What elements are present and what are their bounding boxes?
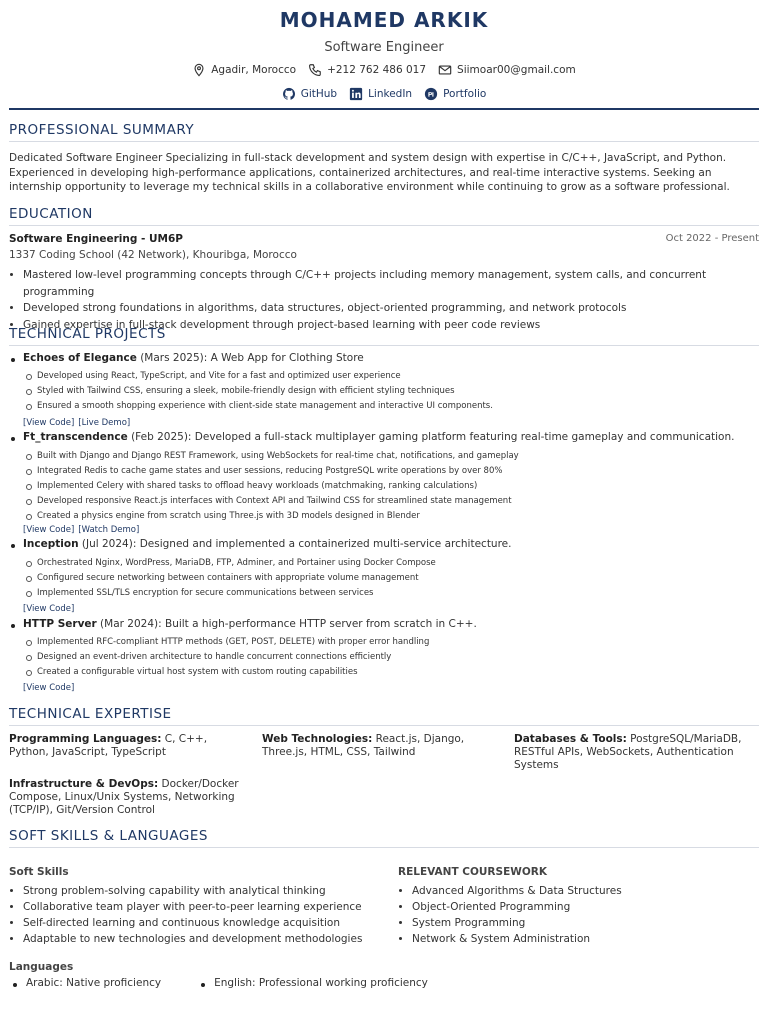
projects-divider bbox=[9, 345, 759, 346]
list-item: Built with Django and Django REST Framework, using WebSockets for real-time chat, notifications, and gameplay bbox=[37, 449, 757, 464]
links-row bbox=[9, 87, 759, 101]
phone-item[interactable] bbox=[308, 63, 426, 77]
summary-heading: PROFESSIONAL SUMMARY bbox=[9, 122, 195, 138]
expertise-value: PostgreSQL/MariaDB, RESTful APIs, WebSockets, Authentication Systems bbox=[514, 733, 742, 771]
project-name: Echoes of Elegance bbox=[23, 352, 137, 364]
expertise-web bbox=[262, 733, 502, 759]
expertise-label: Infrastructure & DevOps: bbox=[9, 778, 159, 790]
expertise-label: Programming Languages: bbox=[9, 733, 162, 745]
email-text: Siimoar00@gmail.com bbox=[457, 64, 576, 76]
project-meta: (Feb 2025): Developed a full-stack multiplayer gaming platform featuring real-time gameplay and communication. bbox=[127, 431, 735, 443]
education-divider bbox=[9, 225, 759, 226]
project-bullets bbox=[37, 635, 757, 680]
project-name: Ft_transcendence bbox=[23, 431, 128, 443]
list-item: Configured secure networking between containers with appropriate volume management bbox=[37, 571, 757, 586]
languages-list bbox=[9, 977, 428, 989]
project-header bbox=[23, 431, 734, 443]
list-item: Implemented RFC-compliant HTTP methods (GET, POST, DELETE) with proper error handling bbox=[37, 635, 757, 650]
portfolio-icon bbox=[424, 87, 438, 101]
list-item: Orchestrated Nginx, WordPress, MariaDB, FTP, Adminer, and Portainer using Docker Compose bbox=[37, 556, 757, 571]
project-header bbox=[23, 352, 364, 364]
project-name: HTTP Server bbox=[23, 618, 97, 630]
summary-text: Dedicated Software Engineer Specializing in full-stack development and system design with expertise in C/C++, JavaScript, and Python. Experienced in developing high-performance applications, containerized architectures, and real-time interactive systems. Seeking an internship opportunity to leverage my technical skills in a collaborative environment while continuing to grow as a software professional. bbox=[9, 152, 730, 193]
soft-skills-divider bbox=[9, 847, 759, 848]
project-header bbox=[23, 538, 511, 550]
location-text: Agadir, Morocco bbox=[211, 64, 297, 76]
education-date: Oct 2022 - Present bbox=[665, 233, 759, 244]
expertise-infrastructure bbox=[9, 778, 244, 817]
list-item: • Developed strong foundations in algorithms, data structures, object-oriented programming, and network protocols bbox=[23, 300, 759, 317]
list-item: • Adaptable to new technologies and development methodologies bbox=[23, 931, 393, 947]
view-code-link[interactable]: [View Code] bbox=[23, 604, 75, 614]
list-item: • System Programming bbox=[412, 915, 752, 931]
github-link[interactable] bbox=[282, 87, 337, 101]
email-item[interactable] bbox=[438, 63, 576, 77]
header-divider bbox=[9, 108, 759, 110]
list-item: English: Professional working proficiency bbox=[197, 977, 428, 989]
soft-skills-list bbox=[23, 883, 393, 947]
list-item: Created a configurable virtual host system with custom routing capabilities bbox=[37, 665, 757, 680]
watch-demo-link[interactable]: [Watch Demo] bbox=[78, 525, 140, 535]
candidate-role: Software Engineer bbox=[324, 40, 444, 55]
contact-row bbox=[9, 63, 759, 77]
expertise-value: C, C++, Python, JavaScript, TypeScript bbox=[9, 733, 208, 758]
education-heading: EDUCATION bbox=[9, 206, 93, 222]
project-meta: (Mar 2024): Built a high-performance HTTP server from scratch in C++. bbox=[96, 618, 477, 630]
list-item: • Self-directed learning and continuous knowledge acquisition bbox=[23, 915, 393, 931]
location-pin-icon bbox=[192, 63, 206, 77]
education-degree: Software Engineering - UM6P bbox=[9, 233, 183, 245]
project-links bbox=[23, 525, 139, 535]
education-list bbox=[23, 267, 759, 333]
github-text: GitHub bbox=[300, 88, 338, 100]
project-bullets bbox=[37, 369, 757, 414]
linkedin-link[interactable] bbox=[349, 87, 412, 101]
list-item: Arabic: Native proficiency bbox=[9, 977, 161, 989]
github-icon bbox=[282, 87, 296, 101]
view-code-link[interactable]: [View Code] bbox=[23, 418, 75, 428]
list-item: Integrated Redis to cache game states and user sessions, reducing PostgreSQL write operations by over 80% bbox=[37, 464, 757, 479]
project-links bbox=[23, 683, 74, 693]
project-meta: (Jul 2024): Designed and implemented a containerized multi-service architecture. bbox=[78, 538, 512, 550]
location-item bbox=[192, 63, 296, 77]
view-code-link[interactable]: [View Code] bbox=[23, 525, 75, 535]
list-item: Created a physics engine from scratch using Three.js with 3D models designed in Blender bbox=[37, 509, 757, 524]
expertise-programming bbox=[9, 733, 244, 759]
coursework-list bbox=[412, 883, 752, 947]
expertise-label: Databases & Tools: bbox=[514, 733, 627, 745]
phone-icon bbox=[308, 63, 322, 77]
linkedin-icon bbox=[349, 87, 363, 101]
expertise-value: Docker/Docker Compose, Linux/Unix Systems, Networking (TCP/IP), Git/Version Control bbox=[9, 778, 239, 816]
list-item: Developed responsive React.js interfaces with Context API and Tailwind CSS for streamlined state management bbox=[37, 494, 757, 509]
education-school: 1337 Coding School (42 Network), Khouribga, Morocco bbox=[9, 249, 297, 261]
soft-skills-subheading: Soft Skills bbox=[9, 866, 69, 878]
list-item: Implemented Celery with shared tasks to offload heavy workloads (matchmaking, ranking calculations) bbox=[37, 479, 757, 494]
project-bullets bbox=[37, 556, 757, 601]
project-bullets bbox=[37, 449, 757, 524]
project-meta: (Mars 2025): A Web App for Clothing Store bbox=[136, 352, 364, 364]
project-name: Inception bbox=[23, 538, 79, 550]
view-code-link[interactable]: [View Code] bbox=[23, 683, 75, 693]
summary-divider bbox=[9, 141, 759, 142]
expertise-divider bbox=[9, 725, 759, 726]
list-item: • Object-Oriented Programming bbox=[412, 899, 752, 915]
list-item: Developed using React, TypeScript, and Vite for a fast and optimized user experience bbox=[37, 369, 757, 384]
project-header bbox=[23, 618, 477, 630]
expertise-heading: TECHNICAL EXPERTISE bbox=[9, 706, 172, 722]
list-item: • Strong problem-solving capability with analytical thinking bbox=[23, 883, 393, 899]
mail-icon bbox=[438, 63, 452, 77]
list-item: Designed an event-driven architecture to handle concurrent connections efficiently bbox=[37, 650, 757, 665]
soft-skills-heading: SOFT SKILLS & LANGUAGES bbox=[9, 828, 208, 844]
list-item: Styled with Tailwind CSS, ensuring a sleek, mobile-friendly design with efficient styling techniques bbox=[37, 384, 757, 399]
list-item: Ensured a smooth shopping experience with client-side state management and interactive UI components. bbox=[37, 399, 757, 414]
list-item: • Mastered low-level programming concepts through C/C++ projects including memory management, system calls, and concurrent programming bbox=[23, 267, 759, 300]
expertise-value: React.js, Django, Three.js, HTML, CSS, Tailwind bbox=[262, 733, 465, 758]
list-item: Implemented SSL/TLS encryption for secure communications between services bbox=[37, 586, 757, 601]
list-item: • Advanced Algorithms & Data Structures bbox=[412, 883, 752, 899]
live-demo-link[interactable]: [Live Demo] bbox=[78, 418, 131, 428]
projects-heading: TECHNICAL PROJECTS bbox=[9, 326, 166, 342]
project-links bbox=[23, 418, 130, 428]
list-item: • Gained expertise in full-stack development through project-based learning with peer code reviews bbox=[23, 317, 759, 334]
list-item: • Network & System Administration bbox=[412, 931, 752, 947]
portfolio-text: Portfolio bbox=[443, 88, 487, 100]
expertise-databases bbox=[514, 733, 754, 772]
languages-subheading: Languages bbox=[9, 961, 74, 973]
portfolio-link[interactable] bbox=[424, 87, 486, 101]
project-links bbox=[23, 604, 74, 614]
linkedin-text: LinkedIn bbox=[368, 88, 413, 100]
coursework-subheading: RELEVANT COURSEWORK bbox=[398, 866, 547, 878]
list-item: • Collaborative team player with peer-to-peer learning experience bbox=[23, 899, 393, 915]
expertise-label: Web Technologies: bbox=[262, 733, 373, 745]
candidate-name: MOHAMED ARKIK bbox=[279, 8, 489, 32]
phone-text: +212 762 486 017 bbox=[327, 64, 427, 76]
